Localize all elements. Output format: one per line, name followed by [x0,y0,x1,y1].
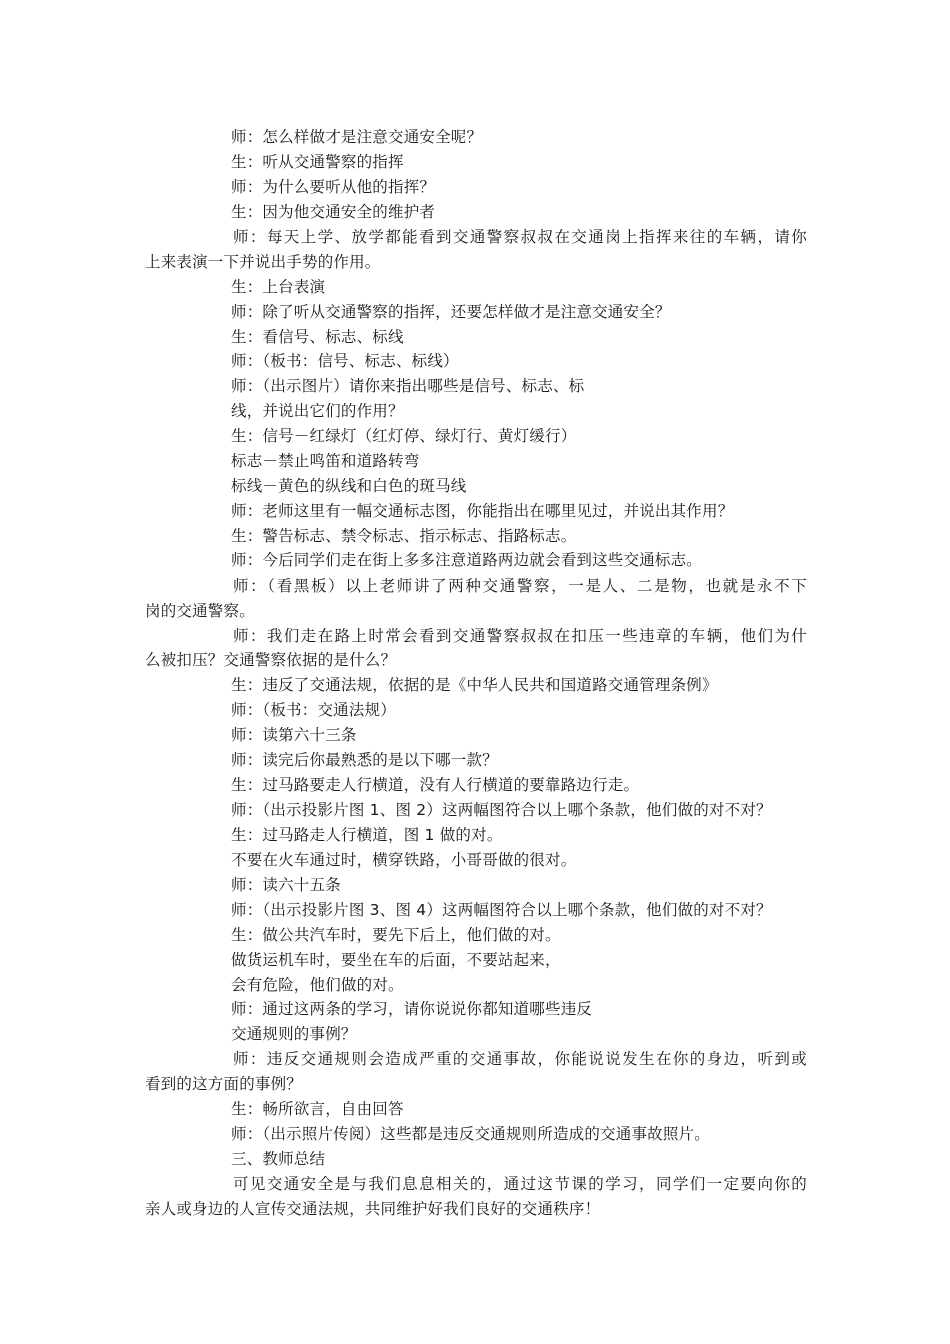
text-line: 会有危险，他们做的对。 [231,976,404,994]
text-line: 标志－禁止鸣笛和道路转弯 [231,452,420,470]
text-line: 看到的这方面的事例？ [145,1075,303,1093]
text-line: 师：今后同学们走在街上多多注意道路两边就会看到这些交通标志。 [231,551,703,569]
text-line: 可见交通安全是与我们息息相关的，通过这节课的学习，同学们一定要向你的 [233,1175,807,1193]
text-line: 不要在火车通过时，横穿铁路，小哥哥做的很对。 [231,851,577,869]
text-line: 生：上台表演 [231,278,326,296]
text-line: 师：（看黑板）以上老师讲了两种交通警察，一是人、二是物，也就是永不下 [233,577,807,595]
text-line: 师：（出示投影片图 3、图 4）这两幅图符合以上哪个条款，他们做的对不对？ [231,901,772,919]
text-line: 师：读完后你最熟悉的是以下哪一款？ [231,751,498,769]
text-line: 师：老师这里有一幅交通标志图，你能指出在哪里见过，并说出其作用？ [231,502,734,520]
text-line: 生：听从交通警察的指挥 [231,153,404,171]
text-line: 生：警告标志、禁令标志、指示标志、指路标志。 [231,527,577,545]
text-line: 师：（板书：交通法规） [231,701,396,719]
text-line: 交通规则的事例？ [231,1025,357,1043]
text-line: 师：读第六十三条 [231,726,357,744]
text-line: 师：读六十五条 [231,876,341,894]
section-heading: 三、教师总结 [231,1150,326,1168]
text-line: 线，并说出它们的作用？ [231,402,404,420]
text-line: 师：（出示照片传阅）这些都是违反交通规则所造成的交通事故照片。 [231,1125,710,1143]
text-line: 师：怎么样做才是注意交通安全呢？ [231,128,483,146]
text-line: 岗的交通警察。 [145,602,255,620]
text-line: 师：（出示图片）请你来指出哪些是信号、标志、标 [231,377,585,395]
text-line: 师：除了听从交通警察的指挥，还要怎样做才是注意交通安全？ [231,303,671,321]
text-line: 师：（板书：信号、标志、标线） [231,352,459,370]
text-line: 生：因为他交通安全的维护者 [231,203,436,221]
text-line: 生：畅所欲言，自由回答 [231,1100,404,1118]
text-line: 师：通过这两条的学习，请你说说你都知道哪些违反 [231,1000,593,1018]
text-line: 师：（出示投影片图 1、图 2）这两幅图符合以上哪个条款，他们做的对不对？ [231,801,772,819]
text-line: 生：违反了交通法规，依据的是《中华人民共和国道路交通管理条例》 [231,676,718,694]
text-line: 师：每天上学、放学都能看到交通警察叔叔在交通岗上指挥来往的车辆，请你 [233,228,807,246]
text-line: 生：做公共汽车时，要先下后上，他们做的对。 [231,926,561,944]
text-line: 生：过马路要走人行横道，没有人行横道的要靠路边行走。 [231,776,640,794]
text-line: 标线－黄色的纵线和白色的斑马线 [231,477,467,495]
text-line: 做货运机车时，要坐在车的后面，不要站起来， [231,951,561,969]
text-line: 师：违反交通规则会造成严重的交通事故，你能说说发生在你的身边，听到或 [233,1050,807,1068]
text-line: 师：我们走在路上时常会看到交通警察叔叔在扣压一些违章的车辆，他们为什 [233,627,807,645]
text-line: 生：信号－红绿灯（红灯停、绿灯行、黄灯缓行） [231,427,577,445]
text-line: 么被扣压？交通警察依据的是什么？ [145,651,397,669]
text-line: 生：过马路走人行横道，图 1 做的对。 [231,826,503,844]
text-line: 上来表演一下并说出手势的作用。 [145,253,381,271]
text-line: 师：为什么要听从他的指挥？ [231,178,436,196]
text-line: 生：看信号、标志、标线 [231,328,404,346]
text-line: 亲人或身边的人宣传交通法规，共同维护好我们良好的交通秩序！ [145,1200,601,1218]
